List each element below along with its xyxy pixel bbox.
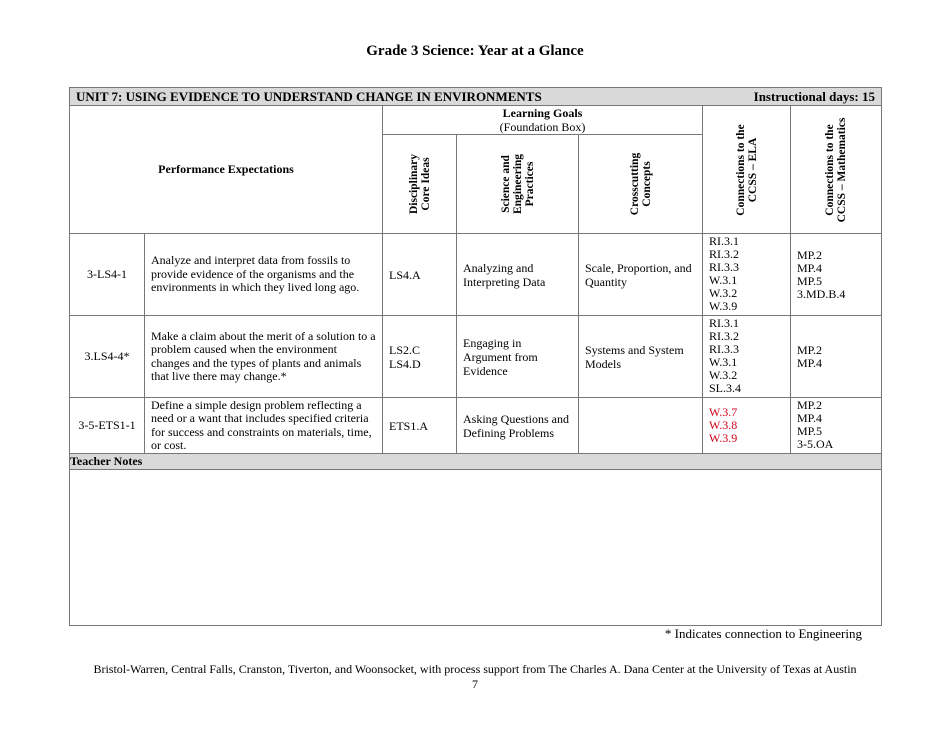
pe-description: Define a simple design problem reflecting a need or a want that includes specified criteria for success and constraints on materials, time, or cost. xyxy=(145,398,383,454)
pe-code: 3-5-ETS1-1 xyxy=(70,398,145,454)
column-header-row-1 xyxy=(70,106,882,135)
footer-credit: Bristol-Warren, Central Falls, Cranston, Tiverton, and Woonsocket, with process support from The Charles A. Dana Center at the University of Texas at Austin xyxy=(93,662,857,676)
page-title: Grade 3 Science: Year at a Glance xyxy=(366,43,584,59)
ela-list: RI.3.1 RI.3.2 RI.3.3 W.3.1 W.3.2 W.3.9 xyxy=(703,234,791,316)
dci-value: LS4.A xyxy=(383,234,457,316)
dci-header: Disciplinary Core Ideas xyxy=(383,135,457,234)
crosscutting-value xyxy=(579,398,703,454)
practice-value: Engaging in Argument from Evidence xyxy=(457,316,579,398)
practice-value: Analyzing and Interpreting Data xyxy=(457,234,579,316)
math-header: Connections to the CCSS – Mathematics xyxy=(791,106,882,234)
teacher-notes-label: Teacher Notes xyxy=(70,454,882,470)
teacher-notes-area xyxy=(70,470,882,626)
foundation-box-label: (Foundation Box) xyxy=(499,120,586,134)
pe-code: 3.LS4-4* xyxy=(70,316,145,398)
ela-list: RI.3.1 RI.3.2 RI.3.3 W.3.1 W.3.2 SL.3.4 xyxy=(703,316,791,398)
learning-goals-title: Learning Goals xyxy=(502,106,583,120)
practice-value: Asking Questions and Defining Problems xyxy=(457,398,579,454)
math-list: MP.2 MP.4 MP.5 3-5.OA xyxy=(791,398,882,454)
table-row xyxy=(70,316,882,398)
crosscutting-value: Systems and System Models xyxy=(579,316,703,398)
dci-value: ETS1.A xyxy=(383,398,457,454)
teacher-notes-header xyxy=(70,454,882,470)
dci-value: LS2.C LS4.D xyxy=(383,316,457,398)
math-list: MP.2 MP.4 xyxy=(791,316,882,398)
ela-header: Connections to the CCSS – ELA xyxy=(703,106,791,234)
instructional-days: Instructional days: 15 xyxy=(753,88,875,104)
unit-table xyxy=(69,87,882,626)
ela-list: W.3.7 W.3.8 W.3.9 xyxy=(703,398,791,454)
pe-description: Analyze and interpret data from fossils to provide evidence of the organisms and the environments in which they lived long ago. xyxy=(145,234,383,316)
pe-code: 3-LS4-1 xyxy=(70,234,145,316)
crosscutting-header: Crosscutting Concepts xyxy=(579,135,703,234)
table-row xyxy=(70,234,882,316)
crosscutting-value: Scale, Proportion, and Quantity xyxy=(579,234,703,316)
engineering-note: * Indicates connection to Engineering xyxy=(664,626,862,641)
unit-header-row xyxy=(70,88,882,106)
performance-expectations-header: Performance Expectations xyxy=(70,106,383,234)
sep-header: Science and Engineering Practices xyxy=(457,135,579,234)
unit-name: UNIT 7: USING EVIDENCE TO UNDERSTAND CHANGE IN ENVIRONMENTS xyxy=(76,88,542,104)
pe-description: Make a claim about the merit of a solution to a problem caused when the environment changes and the types of plants and animals that live there may change.* xyxy=(145,316,383,398)
table-row xyxy=(70,398,882,454)
learning-goals-header xyxy=(383,106,703,135)
page-number: 7 xyxy=(472,677,478,691)
math-list: MP.2 MP.4 MP.5 3.MD.B.4 xyxy=(791,234,882,316)
